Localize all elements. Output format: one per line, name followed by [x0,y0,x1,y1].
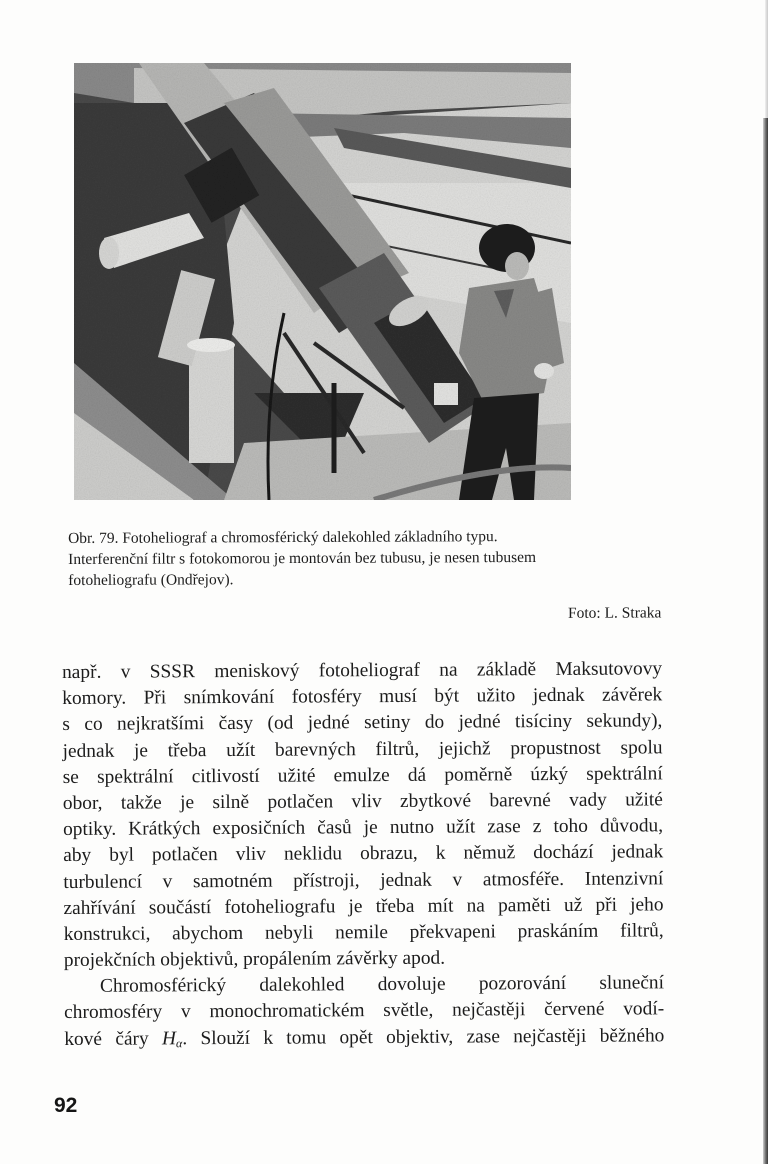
figure-caption [68,525,668,622]
text-line: s co nejkratšími časy (od jedné setiny do jedné tisíciny sekundy), [62,710,663,736]
text-fragment: . Slouží k tomu opět objektiv, zase nejčastěji běžného [182,1024,665,1049]
text-line: jednak je třeba užít barevných filtrů, jejichž propustnost spolu [62,736,663,762]
paragraph [64,971,664,1053]
telescope-photo [74,63,571,500]
h-alpha-subscript: α [175,1035,183,1050]
page-number: 92 [54,1094,78,1117]
text-line: se spektrální citlivostí užité emulze dá poměrně úzký spektrální [62,763,663,788]
text-line: optiky. Krátkých exposičních časů je nutno užít zase z toho důvodu, [62,815,664,841]
text-line: turbulencí v samotném přístroji, jednak v atmosféře. Intenzivní [63,867,664,893]
text-line: aby byl potlačen vliv neklidu obrazu, k němuž dochází jednak [63,841,664,867]
text-line [64,1023,664,1053]
text-line: projekčních objektivů, propálením závěrky apod. [63,947,446,972]
text-fragment: kové čáry [64,1028,163,1050]
caption-line: Obr. 79. Fotoheliograf a chromosférický dalekohled základního typu. [68,528,498,547]
text-line: chromosféry v monochromatickém světle, nejčastěji červené vodí- [64,998,665,1024]
text-line: konstrukci, abychom nebyli nemile překvapeni praskáním filtrů, [63,920,664,945]
text-line: např. v SSSR meniskový fotoheliograf na základě Maksutovovy [62,658,663,683]
body-text [62,656,664,1052]
text-line: Chromosférický dalekohled dovoluje pozorování sluneční [99,972,665,998]
paragraph [62,656,664,974]
caption-line: Interferenční filtr s fotokomorou je montován bez tubusu, je nesen tubusem [68,548,537,568]
caption-line: fotoheliografu (Ondřejov). [68,571,234,589]
h-alpha-symbol: H [161,1027,177,1050]
text-line: komory. Při snímkování fotosféry musí být užito jednak závěrek [62,684,663,710]
figure-photo [74,63,571,500]
page-edge-shadow [763,118,768,1164]
photo-credit: Foto: L. Straka [567,604,662,622]
text-line: zahřívání součástí fotoheliografu je třeba mít na paměti už při jeho [63,894,664,919]
text-line: obor, takže je silně potlačen vliv zbytkové barevné vady užité [62,789,663,814]
